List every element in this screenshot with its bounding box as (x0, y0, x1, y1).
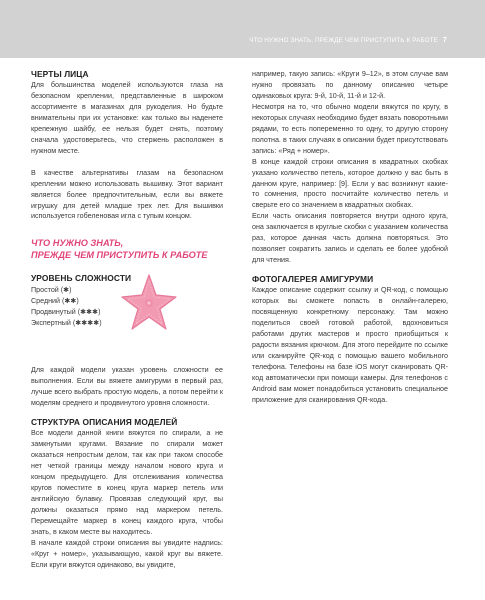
left-column (31, 69, 223, 571)
chapter-heading-line-1: ЧТО НУЖНО ЗНАТЬ, (31, 238, 124, 249)
right-paragraph-4: Если часть описания повторяется внутри одного круга, она заключается в круглые скобки с указанием количества раз, которое данная часть должна повторяться. Это позволяет сократить запись и сделать ее более удобной для чтения. (252, 212, 448, 265)
header-band (0, 0, 485, 58)
difficulty-title: УРОВЕНЬ СЛОЖНОСТИ (31, 273, 132, 284)
gallery-title: ФОТОГАЛЕРЕЯ АМИГУРУМИ (252, 274, 374, 285)
structure-paragraph-1: Все модели данной книги вяжутся по спирали, а не замкнутыми кругами. Вязание по спирали может оказаться непростым делом, так как при таком способе нет четкой границы между началом нового круга и концом предыдущего. Для отслеживания количества кругов поместите в конец круга маркер петель или английскую булавку. Провязав следующий круг, вы должны оказаться прямо над маркером петель. Перемещайте маркер в конец каждого круга, чтобы знать, в каком месте вы находитесь. (31, 429, 223, 536)
crochet-star-icon (119, 271, 179, 337)
gallery-paragraph: Каждое описание содержит ссылку и QR-код, с помощью которых вы сможете попасть в онлайн-галерею, посвященную конкретному персонажу. Там можно поделиться своей готовой работой, вдохновиться работами других мастеров и просто приобщиться к радости вязания крючком. Для этого перейдите по ссылке или сканируйте QR-код с помощью вашего мобильного телефона. Телефоны на базе iOS могут сканировать QR-код автоматически при помощи камеры. Для телефонов с Android вам может понадобиться установить специальное приложение для сканирования QR-кода. (252, 286, 448, 404)
chapter-heading-line-2: ПРЕЖДЕ ЧЕМ ПРИСТУПИТЬ К РАБОТЕ (31, 249, 208, 260)
right-paragraph-3: В конце каждой строки описания в квадратных скобках указано количество петель, которое должно у вас быть в данном круге, например: [9]. Если у вас возникнут какие-то сомнения, просто посчитайте количество петель и сверьте его со значением в квадратных скобках. (252, 157, 448, 210)
face-paragraph-1: Для большинства моделей используются глаза на безопасном креплении, представленные в широком ассортименте в магазинах для рукоделия. Но будьте внимательны при их установке: как только вы наденете крепежную шайбу, ее нельзя будет снять, поэтому сначала удостоверьтесь, что стержень расположен в нужном месте. (31, 81, 223, 155)
difficulty-level-easy: Простой (✱) (31, 286, 72, 295)
difficulty-level-advanced: Продвинутый (✱✱✱) (31, 308, 101, 317)
structure-title: СТРУКТУРА ОПИСАНИЯ МОДЕЛЕЙ (31, 417, 178, 428)
right-column (252, 69, 448, 406)
page-number: 7 (442, 37, 447, 44)
right-paragraph-1: например, такую запись: «Круги 9–12», в этом случае вам нужно провязать по данному описанию четыре одинаковых круга: 9-й, 10-й, 11-й и 12-й. (252, 70, 448, 100)
chapter-heading (31, 238, 223, 261)
difficulty-level-medium: Средний (✱✱) (31, 297, 79, 306)
difficulty-level-expert: Экспертный (✱✱✱✱) (31, 319, 102, 328)
face-paragraph-2: В качестве альтернативы глазам на безопасном креплении можно использовать вышивку. Этот вариант является более предпочтительным, если вы вяжете игрушку для детей младше трех лет. Для вышивки используется гобеленовая игла с тупым концом. (31, 168, 223, 221)
structure-paragraph-2: В начале каждой строки описания вы увидите надпись: «Круг + номер», указывающую, какой круг вы вяжете. Если круги вяжутся одинаково, вы увидите, (31, 538, 223, 569)
difficulty-block (31, 273, 223, 373)
right-paragraph-2: Несмотря на то, что обычно модели вяжутся по кругу, в некоторых случаях необходимо будет вязать поворотными рядами, то есть попеременно то одну, то другую сторону полотна. в таких случаях в описании будет присутствовать запись: «Ряд + номер». (252, 102, 448, 155)
running-title: ЧТО НУЖНО ЗНАТЬ, ПРЕЖДЕ ЧЕМ ПРИСТУПИТЬ К РАБОТЕ (249, 37, 438, 44)
running-head (249, 37, 447, 44)
face-features-title: ЧЕРТЫ ЛИЦА (31, 69, 89, 79)
difficulty-paragraph: Для каждой модели указан уровень сложности ее выполнения. Если вы вяжете амигуруми в первый раз, лучше всего выбрать простую модель, а потом перейти к моделям среднего и продвинутого уровня сложности. (31, 366, 223, 408)
